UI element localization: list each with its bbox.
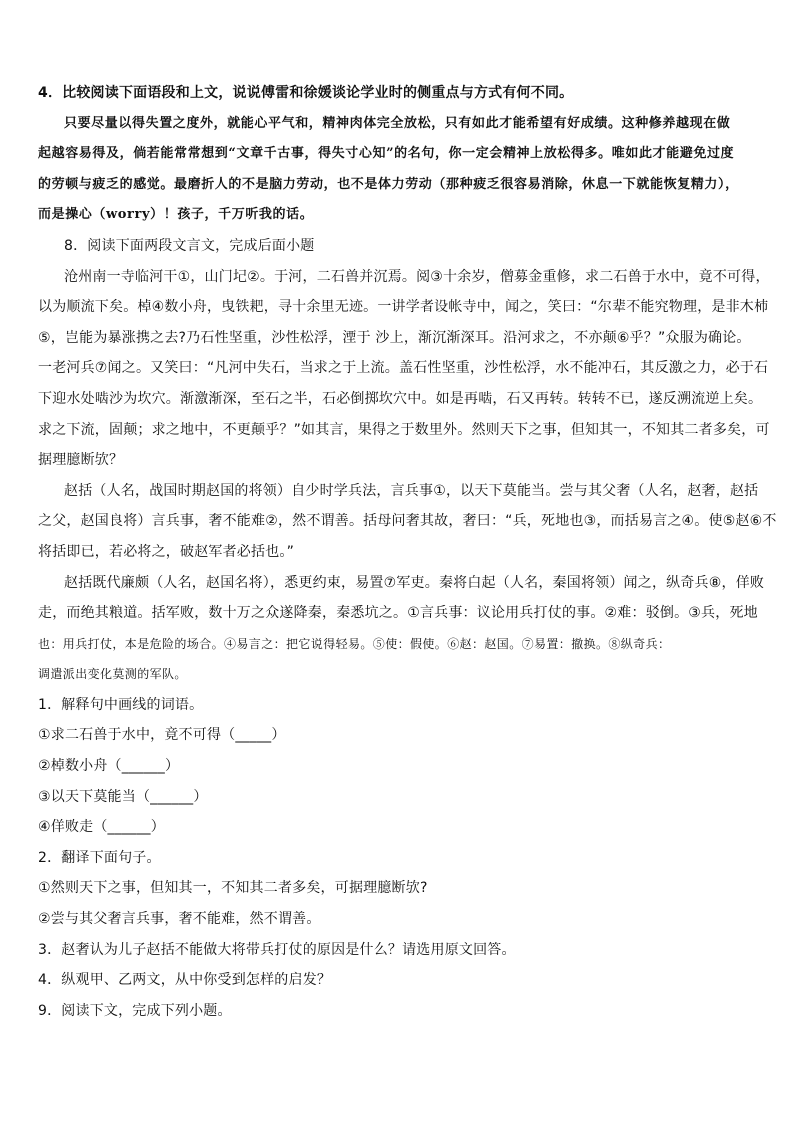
text-line: 只要尽量以得失置之度外，就能心平气和，精神肉体完全放松，只有如此才能希望有好成绩。这种修养越现在做 bbox=[64, 115, 731, 131]
text-line: 1．解释句中画线的词语。 bbox=[38, 696, 204, 713]
text-line: 沧州南一寺临河干①，山门圮②。于河，二石兽并沉焉。阅③十余岁，僧募金重修，求二石兽于水中，竟不可得， bbox=[64, 268, 770, 285]
text-line: 一老河兵⑦闻之。又笑曰：“凡河中失石，当求之于上流。盖石性坚重，沙性松浮，水不能冲石，其反激之力，必于石 bbox=[38, 360, 769, 377]
text-line: 起越容易得及，倘若能常常想到“文章千古事，得失寸心知”的名句，你一定会精神上放松得多。唯如此才能避免过度 bbox=[38, 146, 735, 162]
text-line: ④佯败走（______） bbox=[38, 819, 165, 836]
text-line: 求之下流，固颠；求之地中，不更颠乎？”如其言，果得之于数里外。然则天下之事，但知其一，不知其二者多矣，可 bbox=[38, 421, 770, 438]
text-line: 将括即已，若必将之，破赵军者必括也。” bbox=[38, 543, 295, 560]
document-page bbox=[38, 78, 777, 1026]
text-line: 4．比较阅读下面语段和上文，说说傅雷和徐媛谈论学业时的侧重点与方式有何不同。 bbox=[38, 85, 574, 101]
text-line: ①然则天下之事，但知其一，不知其二者多矣，可据理臆断欤? bbox=[38, 880, 428, 897]
text-line: 2．翻译下面句子。 bbox=[38, 849, 161, 866]
text-line: 赵括（人名，战国时期赵国的将领）自少时学兵法，言兵事①，以天下莫能当。尝与其父奢（人名，赵奢，赵括 bbox=[64, 482, 759, 499]
text-line: 3．赵奢认为儿子赵括不能做大将带兵打仗的原因是什么？请选用原文回答。 bbox=[38, 941, 516, 958]
text-line: 下迎水处啮沙为坎穴。渐激渐深，至石之半，石必倒掷坎穴中。如是再啮，石又再转。转转不已，遂反溯流逆上矣。 bbox=[38, 390, 763, 407]
text-line: ⑤，岂能为暴涨携之去?乃石性坚重，沙性松浮，湮于 沙上，渐沉渐深耳。沿河求之，不亦颠⑥乎？”众服为确论。 bbox=[38, 329, 751, 346]
text-line: 走，而绝其粮道。括军败，数十万之众遂降秦，秦悉坑之。①言兵事：议论用兵打仗的事。②难：驳倒。③兵，死地 bbox=[38, 605, 758, 622]
text-line: 据理臆断欤？ bbox=[38, 452, 124, 469]
text-line: ②棹数小舟（______） bbox=[38, 758, 180, 775]
text-line: ①求二石兽于水中，竟不可得（_____） bbox=[38, 727, 286, 744]
text-line: 赵括既代廉颇（人名，赵国名将），悉更约束，易置⑦军吏。秦将白起（人名，秦国将领）闻之，纵奇兵⑧，佯败 bbox=[64, 574, 765, 591]
text-line: 而是操心（worry）！孩子，千万听我的话。 bbox=[38, 207, 314, 223]
text-line: 以为顺流下矣。棹④数小舟，曳铁耙，寻十余里无迹。一讲学者设帐寺中，闻之，笑曰：“尔辈不能究物理，是非木杮 bbox=[38, 299, 769, 316]
text-line: 9．阅读下文，完成下列小题。 bbox=[38, 1002, 232, 1019]
text-line: 8．阅读下面两段文言文，完成后面小题 bbox=[64, 237, 315, 254]
text-line: 之父，赵国良将）言兵事，奢不能难②，然不谓善。括母问奢其故，奢曰：“兵，死地也③，而括易言之④。使⑤赵⑥不 bbox=[38, 513, 777, 530]
text-line: 也：用兵打仗，本是危险的场合。④易言之：把它说得轻易。⑤使：假使。⑥赵：赵国。⑦易置：撤换。⑧纵奇兵： bbox=[38, 636, 671, 651]
text-line: 4．纵观甲、乙两文，从中你受到怎样的启发？ bbox=[38, 972, 332, 989]
text-line: ②尝与其父奢言兵事，奢不能难，然不谓善。 bbox=[38, 911, 321, 928]
text-line: 调遣派出变化莫测的军队。 bbox=[38, 667, 187, 682]
text-line: ③以天下莫能当（______） bbox=[38, 788, 208, 805]
text-line: 的劳顿与疲乏的感觉。最磨折人的不是脑力劳动，也不是体力劳动（那种疲乏很容易消除，休息一下就能恢复精力）， bbox=[38, 176, 739, 192]
